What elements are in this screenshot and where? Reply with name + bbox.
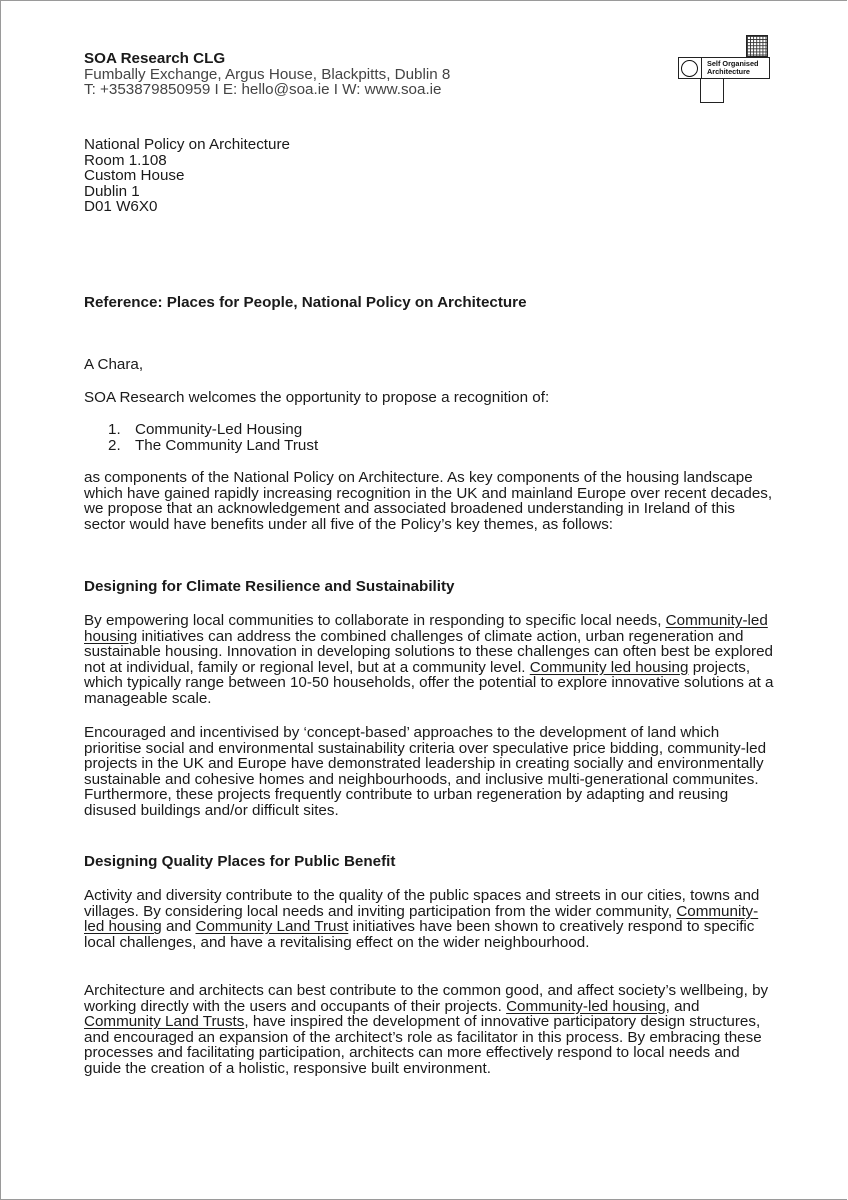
logo-bottom-box: [700, 78, 724, 103]
reference-line: Reference: Places for People, National Policy on Architecture: [84, 294, 527, 311]
community-led-housing-link[interactable]: Community led housing: [529, 658, 689, 676]
sender-contact: T: +353879850959 I E: hello@soa.ie I W: www.soa.ie: [84, 81, 442, 99]
logo-bar: [678, 57, 770, 79]
salutation: A Chara,: [84, 356, 144, 373]
section-heading-climate: Designing for Climate Resilience and Sustainability: [84, 578, 455, 595]
community-led-housing-link[interactable]: Community-led housing: [84, 612, 768, 645]
intro-text: SOA Research welcomes the opportunity to propose a recognition of:: [84, 389, 550, 406]
community-land-trusts-link[interactable]: Community Land Trusts: [84, 1013, 245, 1031]
logo-text: Self Organised Architecture: [707, 59, 759, 76]
recipient-address: National Policy on Architecture Room 1.108 Custom House Dublin 1 D01 W6X0: [84, 136, 290, 216]
climate-paragraph-2: Encouraged and incentivised by ‘concept-based’ approaches to the development of land which prioritise social and environmental sustainability criteria over speculative price bidding, community-led projects in the UK and Europe have demonstrated leadership in creating socially and environmentally sustainable and cohesive homes and neighbourhoods, and inclusive multi-generational communites. Furthermore, these projects frequently contribute to urban regeneration by adapting and reusing disused buildings and/or difficult sites.: [84, 724, 767, 819]
proposal-list: [108, 422, 318, 453]
sender-name: SOA Research CLG: [84, 50, 226, 67]
after-list-paragraph: as components of the National Policy on Architecture. As key components of the housing landscape which have gained rapidly increasing recognition in the UK and mainland Europe over recent decades, we propose that an acknowledgement and associated broadened understanding in Ireland of this sector would have benefits under all five of the Policy’s key themes, as follows:: [84, 469, 773, 533]
list-item: 1. Community-Led Housing: [108, 421, 303, 438]
list-item: 2. The Community Land Trust: [108, 436, 319, 454]
public-benefit-paragraph-2: Architecture and architects can best contribute to the common good, and affect society’s wellbeing, by working directly with the users and occupants of their projects. Community-led housing, and Community Land Trusts, have inspired the development of innovative participatory design structures, and encouraged an expansion of the architect’s role as facilitator in this process. By embracing these processes and facilitating participation, architects can more effectively respond to local needs and guide the creation of a holistic, responsive built environment.: [84, 982, 769, 1077]
section-heading-public-benefit: Designing Quality Places for Public Benefit: [84, 853, 396, 870]
sender-address: Fumbally Exchange, Argus House, Blackpitts, Dublin 8: [84, 65, 451, 83]
community-led-housing-link[interactable]: Community-led housing: [506, 997, 666, 1015]
climate-paragraph-1: By empowering local communities to collaborate in responding to specific local needs, Community-led housing initiatives can address the combined challenges of climate action, urban regeneration and sustainable housing. Innovation in developing solutions to these challenges can often best be explored not at individual, family or regional level, but at a community level. Community led housing projects, which typically range between 10-50 households, offer the potential to explore innovative solutions at a manageable scale.: [84, 612, 774, 707]
soa-logo: [678, 35, 770, 105]
public-benefit-paragraph-1: Activity and diversity contribute to the quality of the public spaces and streets in our cities, towns and villages. By considering local needs and inviting participation from the wider community, Community-led housing and Community Land Trust initiatives have been shown to creatively respond to specific local challenges, and have a revitalising effect on the wider neighbourhood.: [84, 887, 760, 951]
grid-icon: [746, 35, 768, 57]
community-led-housing-link[interactable]: Community-led housing: [84, 902, 759, 936]
circle-icon: [681, 60, 698, 77]
community-land-trust-link[interactable]: Community Land Trust: [195, 918, 349, 936]
